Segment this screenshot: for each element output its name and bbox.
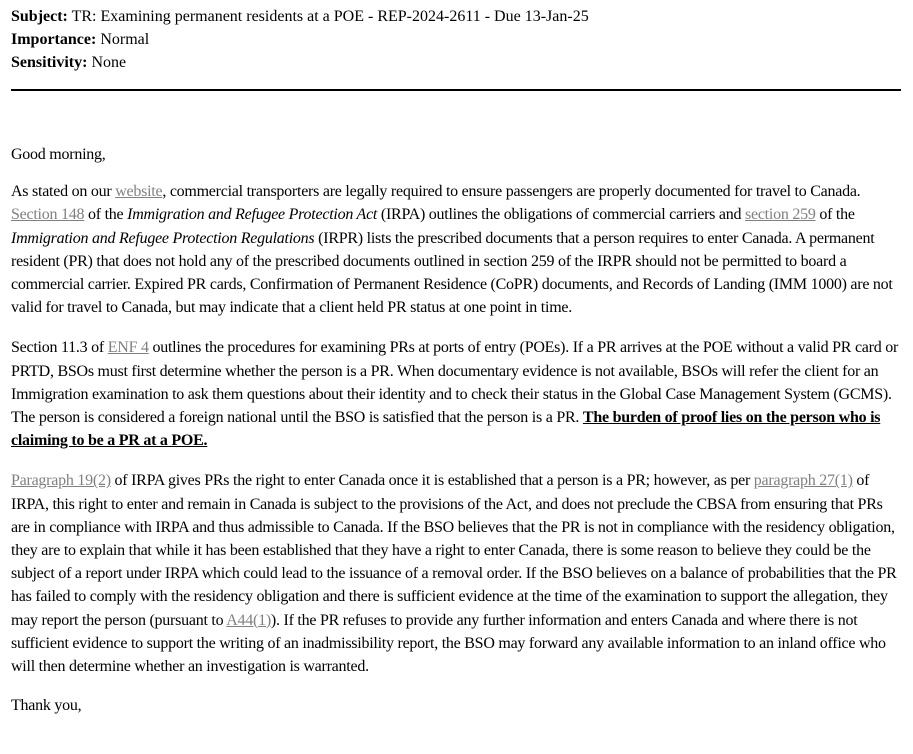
- irpa-title: Immigration and Refugee Protection Act: [127, 206, 378, 224]
- text-run: Section 11.3 of: [11, 339, 108, 357]
- text-run: outlines the procedures for examining PRs at ports of entry (POEs). If a PR arrives at the POE without a valid PR card or PRTD, BSOs must first determine whether the person is a PR. When documentary evidence is not available, BSOs will refer the client for an Immigration examination to ask them questions about their identity and to check their status in the Global Case Management System (GCMS). The person is considered a foreign national until the BSO is satisfied that the person is a PR.: [11, 339, 899, 427]
- closing-line: Thank you,: [11, 697, 82, 715]
- greeting: Good morning,: [11, 146, 106, 163]
- text-run: (IRPR) lists the prescribed documents that a person requires to enter Canada. A permanent resident (PR) that does not hold any of the prescribed documents outlined in section 259 of the IRPR should not be permitted to board a commercial carrier. Expired PR cards, Confirmation of Permanent Residence (CoPR) documents, and Records of Landing (IMM 1000) are not valid for travel to Canada, but may indicate that a client held PR status at one point in time.: [11, 229, 893, 317]
- email-document: [11, 5, 901, 717]
- text-run: As stated on our: [11, 183, 116, 201]
- text-run: of IRPA gives PRs the right to enter Canada once it is established that a person is a PR; however, as per: [110, 472, 754, 490]
- a44-1-link[interactable]: A44(1): [226, 611, 271, 629]
- enf4-link[interactable]: ENF 4: [107, 339, 149, 357]
- email-header: [11, 5, 901, 74]
- burden-of-proof-emphasis: The burden of proof lies on the person who is claiming to be a PR at a POE.: [11, 409, 881, 450]
- subject-line: [11, 5, 901, 28]
- section-148-link[interactable]: Section 148: [11, 206, 85, 224]
- website-link[interactable]: website: [115, 183, 163, 201]
- text-run: of the: [815, 206, 855, 224]
- importance-value: Normal: [100, 31, 150, 48]
- importance-label: Importance:: [11, 31, 97, 48]
- paragraph-examination-procedures: [11, 336, 901, 452]
- text-run: of the: [84, 206, 128, 224]
- text-run: (IRPA) outlines the obligations of commercial carriers and: [377, 206, 745, 224]
- irpr-title: Immigration and Refugee Protection Regulations: [11, 229, 315, 247]
- sensitivity-line: [11, 51, 901, 74]
- header-divider: [11, 89, 901, 91]
- paragraph-27-1-link[interactable]: paragraph 27(1): [753, 472, 853, 490]
- paragraph-19-2-link[interactable]: Paragraph 19(2): [11, 472, 111, 490]
- text-run: , commercial transporters are legally required to ensure passengers are properly documented for travel to Canada.: [162, 183, 861, 201]
- subject-label: Subject:: [11, 8, 68, 25]
- text-run: ). If the PR refuses to provide any further information and enters Canada and where there is not sufficient evidence to support the writing of an inadmissibility report, the BSO may forward any available information to an inland office who will then determine whether an investigation is warranted.: [11, 611, 886, 676]
- text-run: of IRPA, this right to enter and remain in Canada is subject to the provisions of the Act, and does not preclude the CBSA from ensuring that PRs are in compliance with IRPA and thus admissible to Canada. If the BSO believes that the PR is not in compliance with the residency obligation, they are to explain that while it has been established that they have a right to enter Canada, there is some reason to believe they could be the subject of a report under IRPA which could lead to the issuance of a removal order. If the BSO believes on a balance of probabilities that the PR has failed to comply with the residency obligation and there is sufficient evidence at the time of the examination to support the allegation, they may report the person (pursuant to: [11, 472, 897, 629]
- section-259-link[interactable]: section 259: [745, 206, 816, 224]
- paragraph-residency-obligation: [11, 469, 901, 678]
- importance-line: [11, 28, 901, 51]
- subject-value: TR: Examining permanent residents at a POE - REP-2024-2611 - Due 13-Jan-25: [71, 8, 589, 25]
- paragraph-carrier-obligations: [11, 180, 901, 319]
- sensitivity-label: Sensitivity:: [11, 54, 88, 71]
- sensitivity-value: None: [91, 54, 127, 71]
